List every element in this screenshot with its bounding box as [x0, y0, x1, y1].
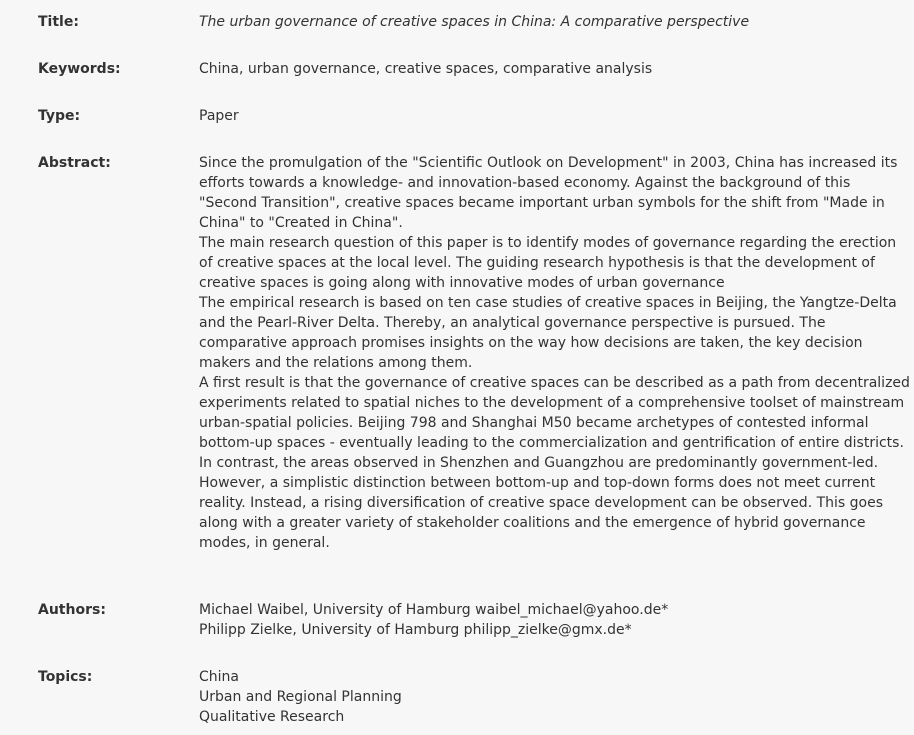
topics-label: Topics:	[38, 669, 93, 685]
authors-list	[199, 600, 911, 640]
topic-item: Qualitative Research	[199, 709, 345, 725]
abstract-paragraph: The empirical research is based on ten case studies of creative spaces in Beijing, the Yangtze-Delta and the Pearl-River Delta. Thereby, an analytical governance perspective is pursued. The comparative approach promises insights on the way how decisions are taken, the key decision makers and the relations among them.	[199, 295, 897, 371]
keywords-label: Keywords:	[38, 61, 121, 77]
authors-label: Authors:	[38, 602, 106, 618]
title-label: Title:	[38, 14, 79, 30]
abstract-paragraph: A first result is that the governance of creative spaces can be described as a path from decentralized experiments related to spatial niches to the development of a comprehensive toolset of mainstream urban-spatial policies. Beijing 798 and Shanghai M50 became archetypes of contested informal bottom-up spaces - eventually leading to the commercialization and gentrification of entire districts. In contrast, the areas observed in Shenzhen and Guangzhou are predominantly government-led. However, a simplistic distinction between bottom-up and top-down forms does not meet current reality. Instead, a rising diversification of creative space development can be observed. This goes along with a greater variety of stakeholder coalitions and the emergence of hybrid governance modes, in general.	[199, 375, 910, 551]
abstract-paragraph: The main research question of this paper is to identify modes of governance regarding the erection of creative spaces at the local level. The guiding research hypothesis is that the development of creative spaces is going along with innovative modes of urban governance	[199, 235, 897, 291]
topics-list	[199, 667, 911, 727]
abstract-body	[199, 153, 911, 553]
title-value: The urban governance of creative spaces in China: A comparative perspective	[199, 14, 750, 30]
topic-item: Urban and Regional Planning	[199, 689, 402, 705]
type-value: Paper	[199, 108, 239, 124]
topic-item: China	[199, 669, 239, 685]
abstract-label: Abstract:	[38, 155, 111, 171]
type-label: Type:	[38, 108, 81, 124]
keywords-value: China, urban governance, creative spaces, comparative analysis	[199, 61, 653, 77]
author-entry: Philipp Zielke, University of Hamburg philipp_zielke@gmx.de*	[199, 622, 632, 638]
abstract-paragraph: Since the promulgation of the "Scientific Outlook on Development" in 2003, China has increased its efforts towards a knowledge- and innovation-based economy. Against the background of this "Second Transition", creative spaces became important urban symbols for the shift from "Made in China" to "Created in China".	[199, 155, 898, 231]
author-entry: Michael Waibel, University of Hamburg waibel_michael@yahoo.de*	[199, 602, 669, 618]
